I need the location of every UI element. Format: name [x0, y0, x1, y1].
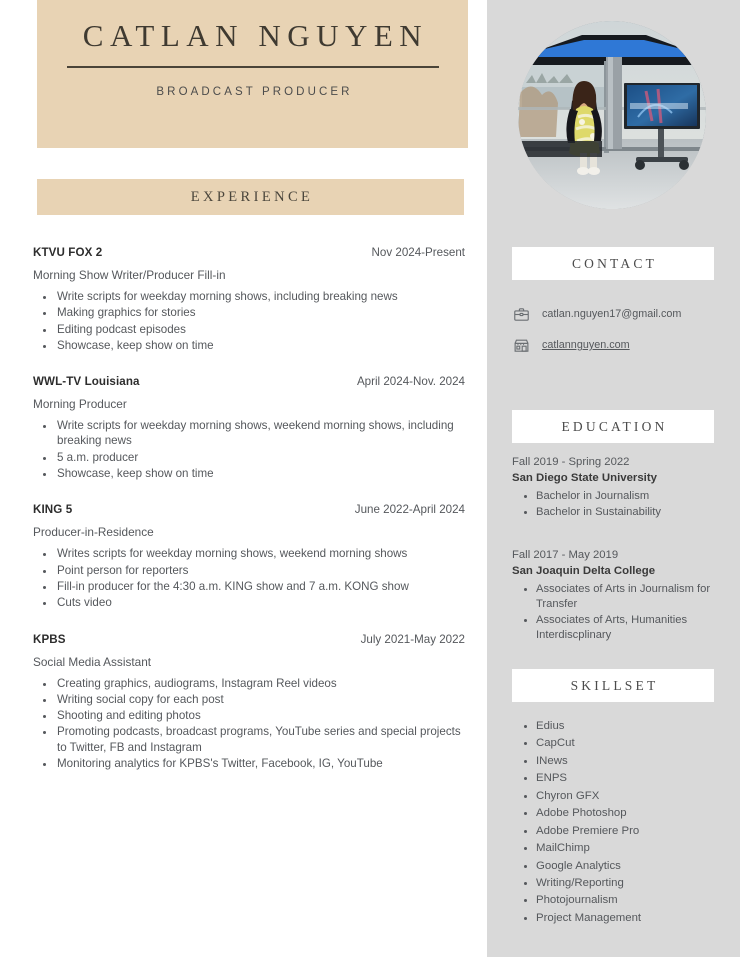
experience-role: Producer-in-Residence [33, 525, 154, 540]
experience-bullet-list [33, 676, 465, 772]
education-section-label: EDUCATION [561, 418, 668, 434]
education-section-header [512, 410, 714, 443]
experience-bullet: • Monitoring analytics for KPBS's Twitter, Facebook, IG, YouTube [55, 756, 465, 771]
education-degree: • Associates of Arts, Humanities Interdiscplinary [536, 613, 728, 643]
skill-item: • Chyron GFX [536, 788, 740, 805]
skillset-section-header [512, 669, 714, 702]
experience-role: Social Media Assistant [33, 654, 152, 669]
education-school: San Diego State University [512, 472, 657, 484]
experience-bullet: • Creating graphics, audiograms, Instagram Reel videos [55, 676, 465, 691]
skill-item: • ENPS [536, 770, 740, 787]
avatar-photo [518, 21, 706, 209]
education-degree: • Associates of Arts in Journalism for Transfer [536, 582, 728, 612]
experience-organization: KPBS [33, 632, 66, 646]
experience-list [33, 246, 465, 793]
experience-organization: WWL-TV Louisiana [33, 375, 140, 389]
skill-item: • Adobe Premiere Pro [536, 823, 740, 840]
name-banner [37, 0, 468, 148]
experience-bullet: • Making graphics for stories [55, 305, 465, 320]
experience-bullet: • Showcase, keep show on time [55, 338, 465, 353]
contact-row[interactable] [512, 305, 727, 323]
experience-dates: June 2022-April 2024 [354, 503, 465, 517]
experience-section-header [37, 179, 464, 215]
skill-item: • Project Management [536, 910, 740, 927]
experience-bullet: • Editing podcast episodes [55, 322, 465, 337]
experience-entry [33, 246, 465, 353]
education-entry [512, 456, 728, 521]
education-degree-list [512, 489, 728, 520]
contact-section-label: CONTACT [571, 255, 658, 271]
skill-item: • MailChimp [536, 840, 740, 857]
education-degree-list [512, 582, 728, 643]
title-divider [67, 66, 439, 68]
experience-entry [33, 375, 465, 481]
experience-bullet-list [33, 546, 465, 610]
experience-dates: Nov 2024-Present [371, 246, 465, 259]
skill-item: • Photojournalism [536, 892, 740, 909]
page-title: CATLAN NGUYEN [82, 18, 429, 53]
experience-entry-header [33, 633, 465, 646]
experience-bullet: • Showcase, keep show on time [55, 466, 465, 481]
experience-bullet: • Cuts video [55, 595, 465, 610]
skill-item: • CapCut [536, 735, 740, 752]
education-degree: • Bachelor in Sustainability [536, 505, 728, 520]
briefcase-icon [512, 305, 530, 323]
skill-item: • Writing/Reporting [536, 875, 740, 892]
education-dates: Fall 2019 - Spring 2022 [512, 456, 630, 468]
contact-list [512, 305, 727, 367]
contact-row[interactable] [512, 336, 727, 354]
skill-item: • Google Analytics [536, 858, 740, 875]
experience-dates: April 2024-Nov. 2024 [356, 375, 465, 389]
experience-role: Morning Show Writer/Producer Fill-in [33, 268, 226, 282]
experience-bullet: • 5 a.m. producer [55, 450, 465, 465]
skill-item: • Adobe Photoshop [536, 805, 740, 822]
experience-entry-header [33, 246, 465, 259]
contact-email-text: catlan.nguyen17@gmail.com [542, 308, 682, 320]
experience-bullet-list [33, 418, 465, 481]
education-dates: Fall 2017 - May 2019 [512, 549, 619, 561]
storefront-icon [512, 336, 530, 354]
experience-organization: KING 5 [33, 503, 73, 517]
experience-bullet: • Writes scripts for weekday morning shows, weekend morning shows [55, 546, 465, 561]
experience-bullet: • Shooting and editing photos [55, 708, 465, 723]
contact-section-header [512, 247, 714, 280]
experience-bullet-list [33, 289, 465, 353]
experience-bullet: • Write scripts for weekday morning shows, weekend morning shows, including breaking news [55, 418, 465, 449]
experience-section-label: EXPERIENCE [190, 188, 314, 205]
experience-entry-header [33, 503, 465, 516]
skill-item: • INews [536, 753, 740, 770]
experience-organization: KTVU FOX 2 [33, 246, 103, 259]
experience-bullet: • Writing social copy for each post [55, 692, 465, 707]
experience-bullet: • Write scripts for weekday morning shows, including breaking news [55, 289, 465, 304]
avatar [518, 21, 706, 209]
sidebar [487, 0, 740, 957]
experience-bullet: • Promoting podcasts, broadcast programs, YouTube series and special projects to Twitter, FB and Instagram [55, 724, 465, 755]
experience-dates: July 2021-May 2022 [360, 632, 465, 646]
experience-bullet: • Point person for reporters [55, 563, 465, 578]
experience-bullet: • Fill-in producer for the 4:30 a.m. KING show and 7 a.m. KONG show [55, 579, 465, 594]
experience-entry [33, 503, 465, 610]
skillset-list [512, 718, 740, 927]
contact-website-link[interactable]: catlannguyen.com [542, 339, 630, 351]
experience-entry [33, 633, 465, 772]
experience-entry-header [33, 375, 465, 388]
job-title: BROADCAST PRODUCER [156, 86, 353, 98]
experience-role: Morning Producer [33, 397, 127, 412]
skillset-section-label: SKILLSET [570, 677, 659, 693]
education-school: San Joaquin Delta College [512, 565, 656, 577]
skill-item: • Edius [536, 718, 740, 735]
education-entry [512, 549, 728, 644]
education-degree: • Bachelor in Journalism [536, 489, 728, 504]
